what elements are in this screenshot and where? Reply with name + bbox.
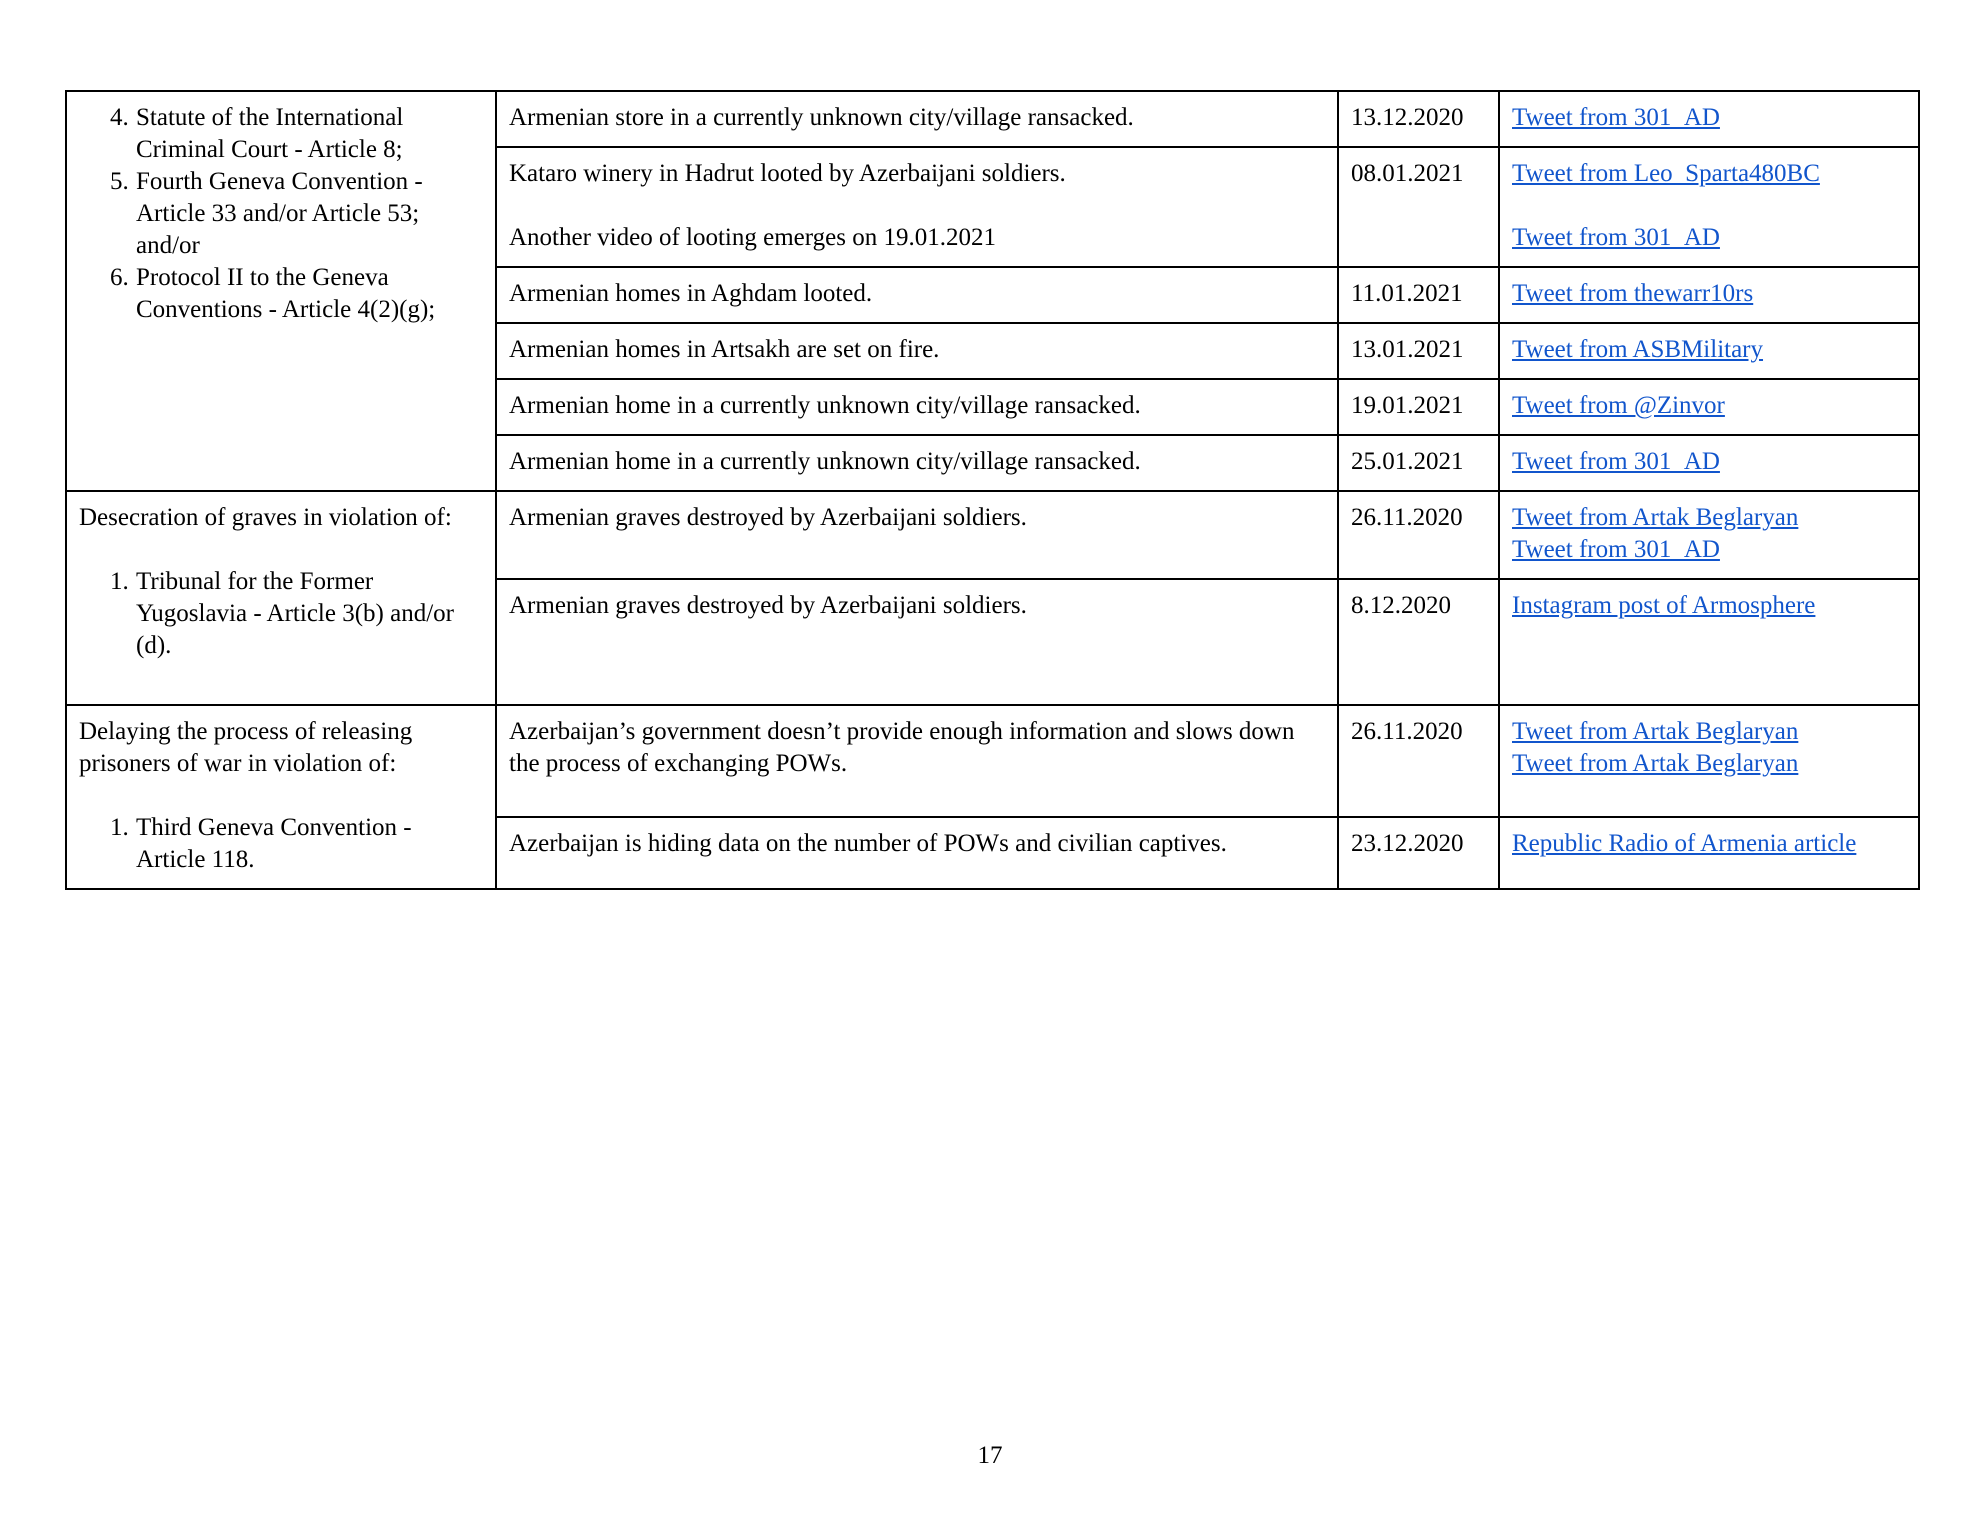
- source-link[interactable]: Tweet from Artak Beglaryan: [1512, 750, 1799, 777]
- description-text: Armenian store in a currently unknown city/village ransacked.: [509, 104, 1134, 131]
- table-row: [66, 491, 1919, 579]
- statute-list: [79, 102, 484, 326]
- statute-item: 1. Tribunal for the Former Yugoslavia - Article 3(b) and/or (d).: [135, 566, 484, 662]
- source-cell: [1499, 491, 1919, 579]
- date-cell: 25.01.2021: [1338, 435, 1499, 491]
- source-cell: [1499, 323, 1919, 379]
- description-cell: [496, 147, 1338, 267]
- source-cell: [1499, 379, 1919, 435]
- source-link[interactable]: Tweet from Leo_Sparta480BC: [1512, 160, 1820, 187]
- description-cell: [496, 705, 1338, 817]
- source-cell: [1499, 817, 1919, 889]
- date-cell: 8.12.2020: [1338, 579, 1499, 705]
- evidence-table: [65, 90, 1920, 890]
- source-cell: [1499, 91, 1919, 147]
- violation-cell: [66, 705, 496, 889]
- source-cell: [1499, 579, 1919, 705]
- statute-list: [79, 566, 484, 662]
- source-link[interactable]: Tweet from 301_AD: [1512, 224, 1720, 251]
- description-cell: [496, 579, 1338, 705]
- description-text: Kataro winery in Hadrut looted by Azerbaijani soldiers.: [509, 160, 1066, 187]
- description-text: Another video of looting emerges on 19.01.2021: [509, 224, 996, 251]
- page-number: 17: [977, 1442, 1003, 1469]
- description-text: Armenian graves destroyed by Azerbaijani soldiers.: [509, 504, 1027, 531]
- source-link[interactable]: Tweet from ASBMilitary: [1512, 336, 1764, 363]
- violation-intro: Delaying the process of releasing prisoners of war in violation of:: [79, 718, 413, 777]
- source-link[interactable]: Tweet from Artak Beglaryan: [1512, 504, 1799, 531]
- description-cell: [496, 323, 1338, 379]
- source-link[interactable]: Tweet from 301_AD: [1512, 448, 1720, 475]
- date-cell: 26.11.2020: [1338, 491, 1499, 579]
- description-cell: [496, 379, 1338, 435]
- description-cell: [496, 491, 1338, 579]
- description-cell: [496, 435, 1338, 491]
- source-link[interactable]: Tweet from @Zinvor: [1512, 392, 1725, 419]
- description-text: Azerbaijan’s government doesn’t provide enough information and slows down the process of exchanging POWs.: [509, 718, 1295, 777]
- description-text: Armenian home in a currently unknown city/village ransacked.: [509, 392, 1141, 419]
- statute-item: 5. Fourth Geneva Convention - Article 33 and/or Article 53; and/or: [135, 166, 484, 262]
- description-text: Azerbaijan is hiding data on the number of POWs and civilian captives.: [509, 830, 1227, 858]
- violation-intro: Desecration of graves in violation of:: [79, 504, 452, 531]
- source-link[interactable]: Instagram post of Armosphere: [1512, 592, 1816, 619]
- source-link[interactable]: Tweet from thewarr10rs: [1512, 280, 1754, 307]
- description-cell: [496, 267, 1338, 323]
- statute-item: 1. Third Geneva Convention - Article 118.: [135, 812, 484, 876]
- source-link[interactable]: Tweet from 301_AD: [1512, 104, 1720, 131]
- date-cell: 26.11.2020: [1338, 705, 1499, 817]
- description-text: Armenian graves destroyed by Azerbaijani soldiers.: [509, 592, 1027, 619]
- table-row: [66, 91, 1919, 147]
- description-cell: [496, 817, 1338, 889]
- description-cell: [496, 91, 1338, 147]
- date-cell: 23.12.2020: [1338, 817, 1499, 889]
- violation-cell: [66, 91, 496, 491]
- violation-cell: [66, 491, 496, 705]
- date-cell: 19.01.2021: [1338, 379, 1499, 435]
- date-cell: 08.01.2021: [1338, 147, 1499, 267]
- date-cell: 13.01.2021: [1338, 323, 1499, 379]
- table-row: [66, 705, 1919, 817]
- source-cell: [1499, 147, 1919, 267]
- date-cell: 11.01.2021: [1338, 267, 1499, 323]
- statute-list: [79, 812, 484, 876]
- source-cell: [1499, 705, 1919, 817]
- source-link[interactable]: Republic Radio of Armenia article: [1512, 830, 1857, 858]
- source-link[interactable]: Tweet from 301_AD: [1512, 536, 1720, 563]
- statute-item: 6. Protocol II to the Geneva Conventions - Article 4(2)(g);: [135, 262, 484, 326]
- date-cell: 13.12.2020: [1338, 91, 1499, 147]
- source-link[interactable]: Tweet from Artak Beglaryan: [1512, 718, 1799, 745]
- statute-item: 4. Statute of the International Criminal Court - Article 8;: [135, 102, 484, 166]
- description-text: Armenian homes in Aghdam looted.: [509, 280, 873, 307]
- source-cell: [1499, 267, 1919, 323]
- source-cell: [1499, 435, 1919, 491]
- description-text: Armenian home in a currently unknown city/village ransacked.: [509, 448, 1141, 475]
- description-text: Armenian homes in Artsakh are set on fire.: [509, 336, 940, 363]
